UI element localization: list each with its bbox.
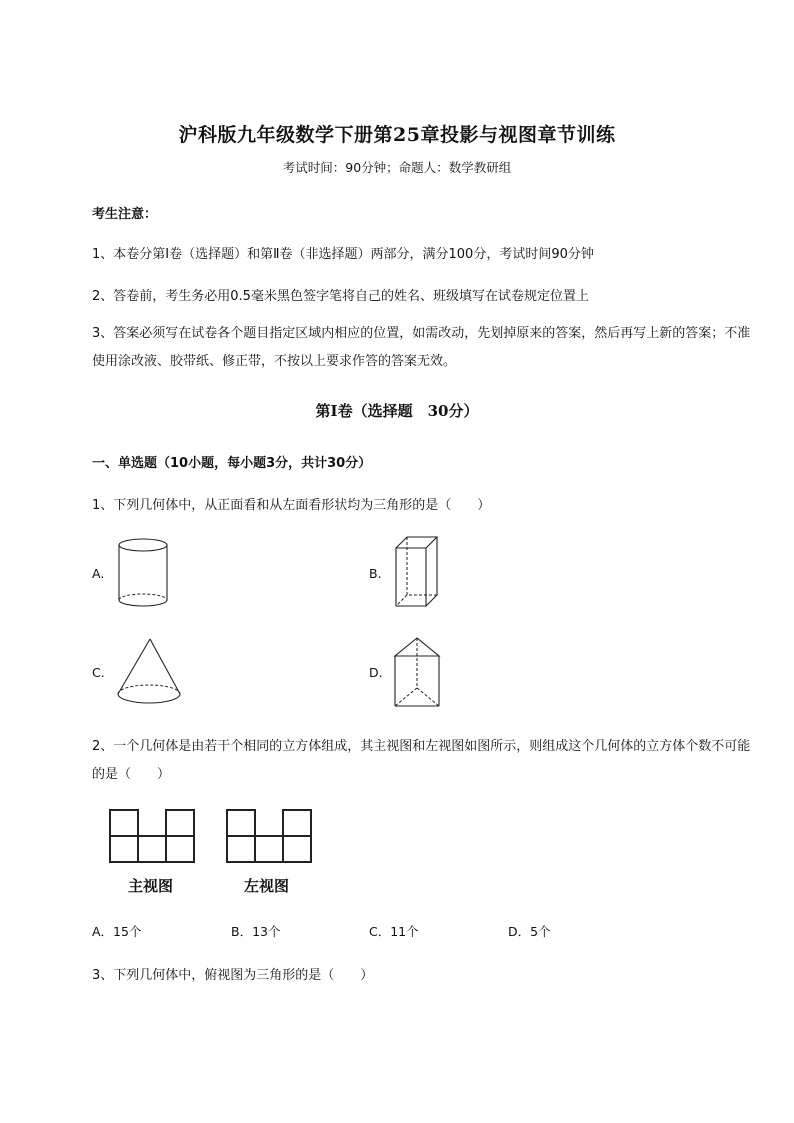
q2-option-a[interactable]: A．15个 <box>92 924 142 939</box>
front-view-figure <box>108 808 196 866</box>
q2-option-c[interactable]: C．11个 <box>369 924 419 939</box>
exam-info: 考试时间：90分钟；命题人：数学教研组 <box>282 160 512 175</box>
notice-item-1: 1、本卷分第I卷（选择题）和第Ⅱ卷（非选择题）两部分，满分100分，考试时间90分钟 <box>92 247 594 262</box>
section-title: 第I卷（选择题 30分） <box>315 402 479 420</box>
left-view-figure <box>225 808 313 866</box>
q2-option-d[interactable]: D．5个 <box>508 924 551 939</box>
notice-item-2: 2、答卷前，考生务必用0.5毫米黑色签字笔将自己的姓名、班级填写在试卷规定位置上 <box>92 289 589 304</box>
q1-option-d-label[interactable]: D. <box>369 665 383 680</box>
q1-option-a-label[interactable]: A. <box>92 566 105 581</box>
rectangular-prism-figure <box>392 534 444 612</box>
q1-option-b-label[interactable]: B. <box>369 566 382 581</box>
page-title: 沪科版九年级数学下册第25章投影与视图章节训练 <box>178 124 616 146</box>
q2-option-b[interactable]: B．13个 <box>231 924 281 939</box>
q1-option-c-label[interactable]: C. <box>92 665 105 680</box>
question-2-text: 2、一个几何体是由若干个相同的立方体组成，其主视图和左视图如图所示，则组成这个几何体的立方体个数不可能的是（ ） <box>92 739 751 782</box>
question-1-text: 1、下列几何体中，从正面看和从左面看形状均为三角形的是（ ） <box>92 498 491 513</box>
cylinder-figure <box>112 536 174 612</box>
question-3-text: 3、下列几何体中，俯视图为三角形的是（ ） <box>92 968 374 983</box>
cone-figure <box>114 636 184 708</box>
triangular-prism-figure <box>390 634 444 710</box>
notice-item-3: 3、答案必须写在试卷各个题目指定区域内相应的位置，如需改动，先划掉原来的答案，然后再写上新的答案；不准使用涂改液、胶带纸、修正带，不按以上要求作答的答案无效。 <box>92 326 751 369</box>
notice-heading: 考生注意： <box>92 207 158 222</box>
part-heading: 一、单选题（10小题，每小题3分，共计30分） <box>92 456 372 471</box>
left-view-label: 左视图 <box>244 877 290 895</box>
front-view-label: 主视图 <box>128 877 174 895</box>
